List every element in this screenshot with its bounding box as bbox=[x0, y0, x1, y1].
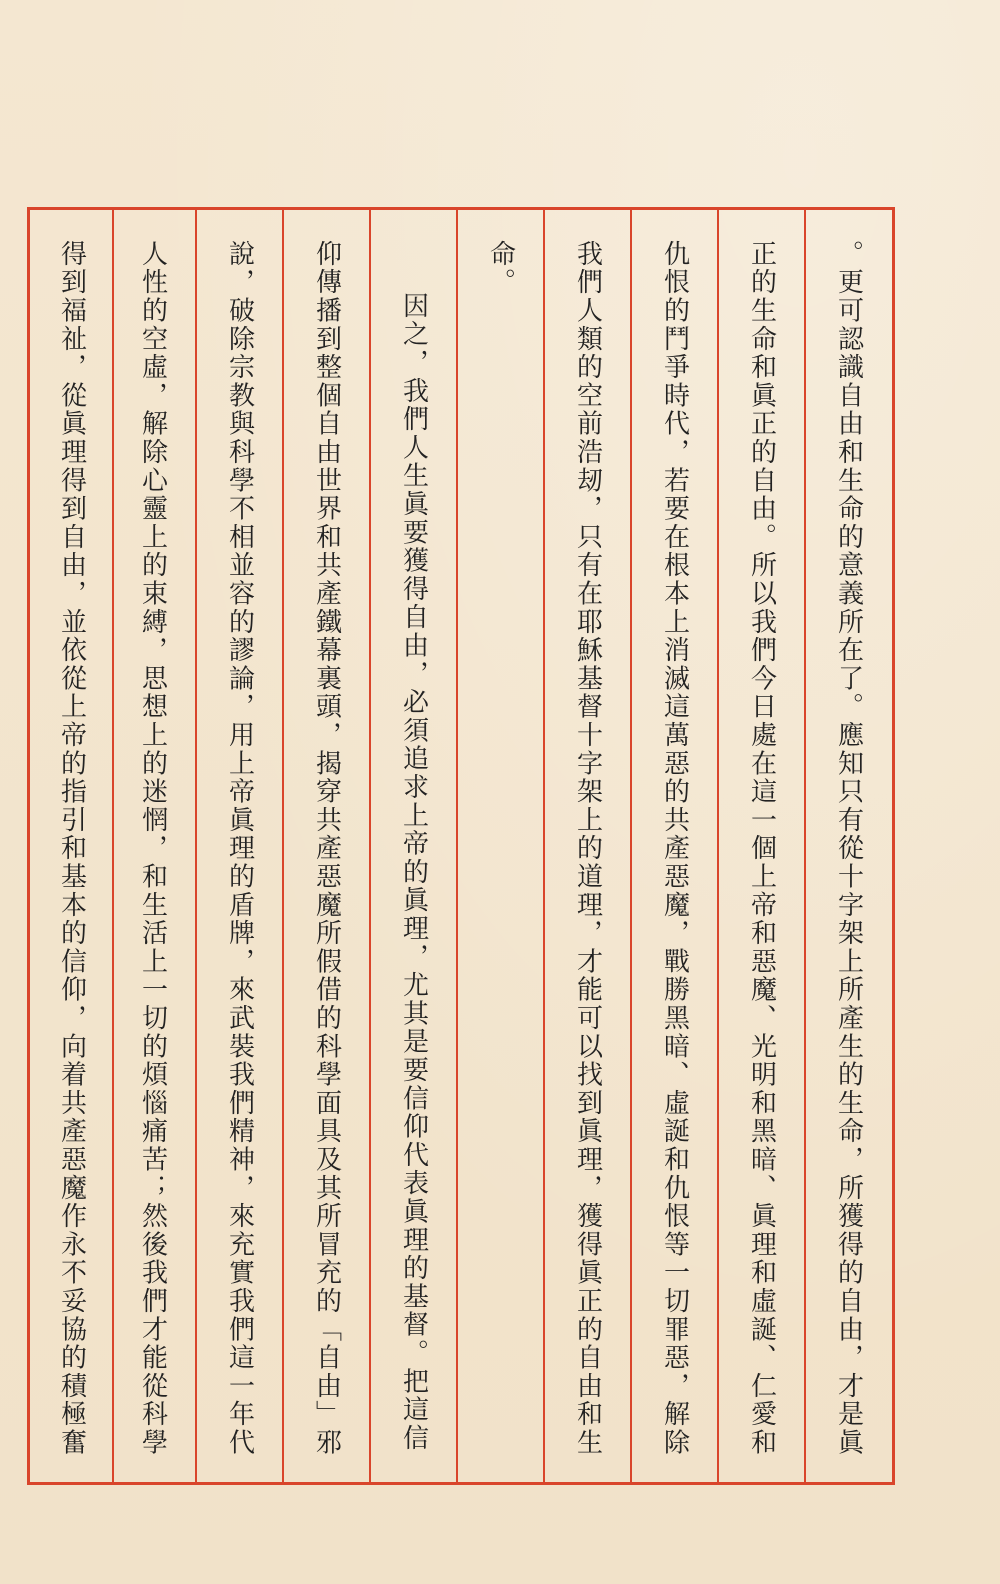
column-text: 因之，我們人生眞要獲得自由，必須追求上帝的眞理，尤其是要信仰代表眞理的基督。把這信 bbox=[398, 292, 429, 1453]
text-column-3 bbox=[631, 210, 718, 1482]
column-text: 。更可認識自由和生命的意義所在了。應知只有從十字架上所產生的生命，所獲得的自由，才是眞 bbox=[833, 240, 864, 1457]
text-column-7 bbox=[283, 210, 370, 1482]
column-text: 人性的空虛，解除心靈上的束縛，思想上的迷惘，和生活上一切的煩惱痛苦；然後我們才能從科學 bbox=[137, 240, 168, 1457]
text-column-2 bbox=[718, 210, 805, 1482]
text-column-9 bbox=[109, 210, 196, 1482]
column-text: 仰傳播到整個自由世界和共產鐵幕裏頭，揭穿共產惡魔所假借的科學面具及其所冒充的「自由」邪 bbox=[311, 240, 342, 1457]
column-text: 我們人類的空前浩刼，只有在耶穌基督十字架上的道理，才能可以找到眞理，獲得眞正的自由和生 bbox=[572, 240, 603, 1457]
text-column-1 bbox=[805, 210, 892, 1482]
text-column-5 bbox=[457, 210, 544, 1482]
column-text: 仇恨的鬥爭時代，若要在根本上消滅這萬惡的共產惡魔，戰勝黑暗、虛誕和仇恨等一切罪惡，解除 bbox=[659, 240, 690, 1457]
text-column-4 bbox=[544, 210, 631, 1482]
text-column-6 bbox=[370, 210, 457, 1482]
column-text: 說，破除宗教與科學不相並容的謬論，用上帝眞理的盾牌，來武裝我們精神，來充實我們這一年代 bbox=[224, 240, 255, 1457]
column-text: 命。 bbox=[485, 240, 516, 297]
column-text: 正的生命和眞正的自由。所以我們今日處在這一個上帝和惡魔、光明和黑暗、眞理和虛誕、仁愛和 bbox=[746, 240, 777, 1457]
column-text: 得到福祉，從眞理得到自由，並依從上帝的指引和基本的信仰，向着共產惡魔作永不妥協的積極奮 bbox=[56, 240, 87, 1457]
text-column-10 bbox=[30, 210, 113, 1482]
text-column-8 bbox=[196, 210, 283, 1482]
text-frame bbox=[27, 207, 895, 1485]
